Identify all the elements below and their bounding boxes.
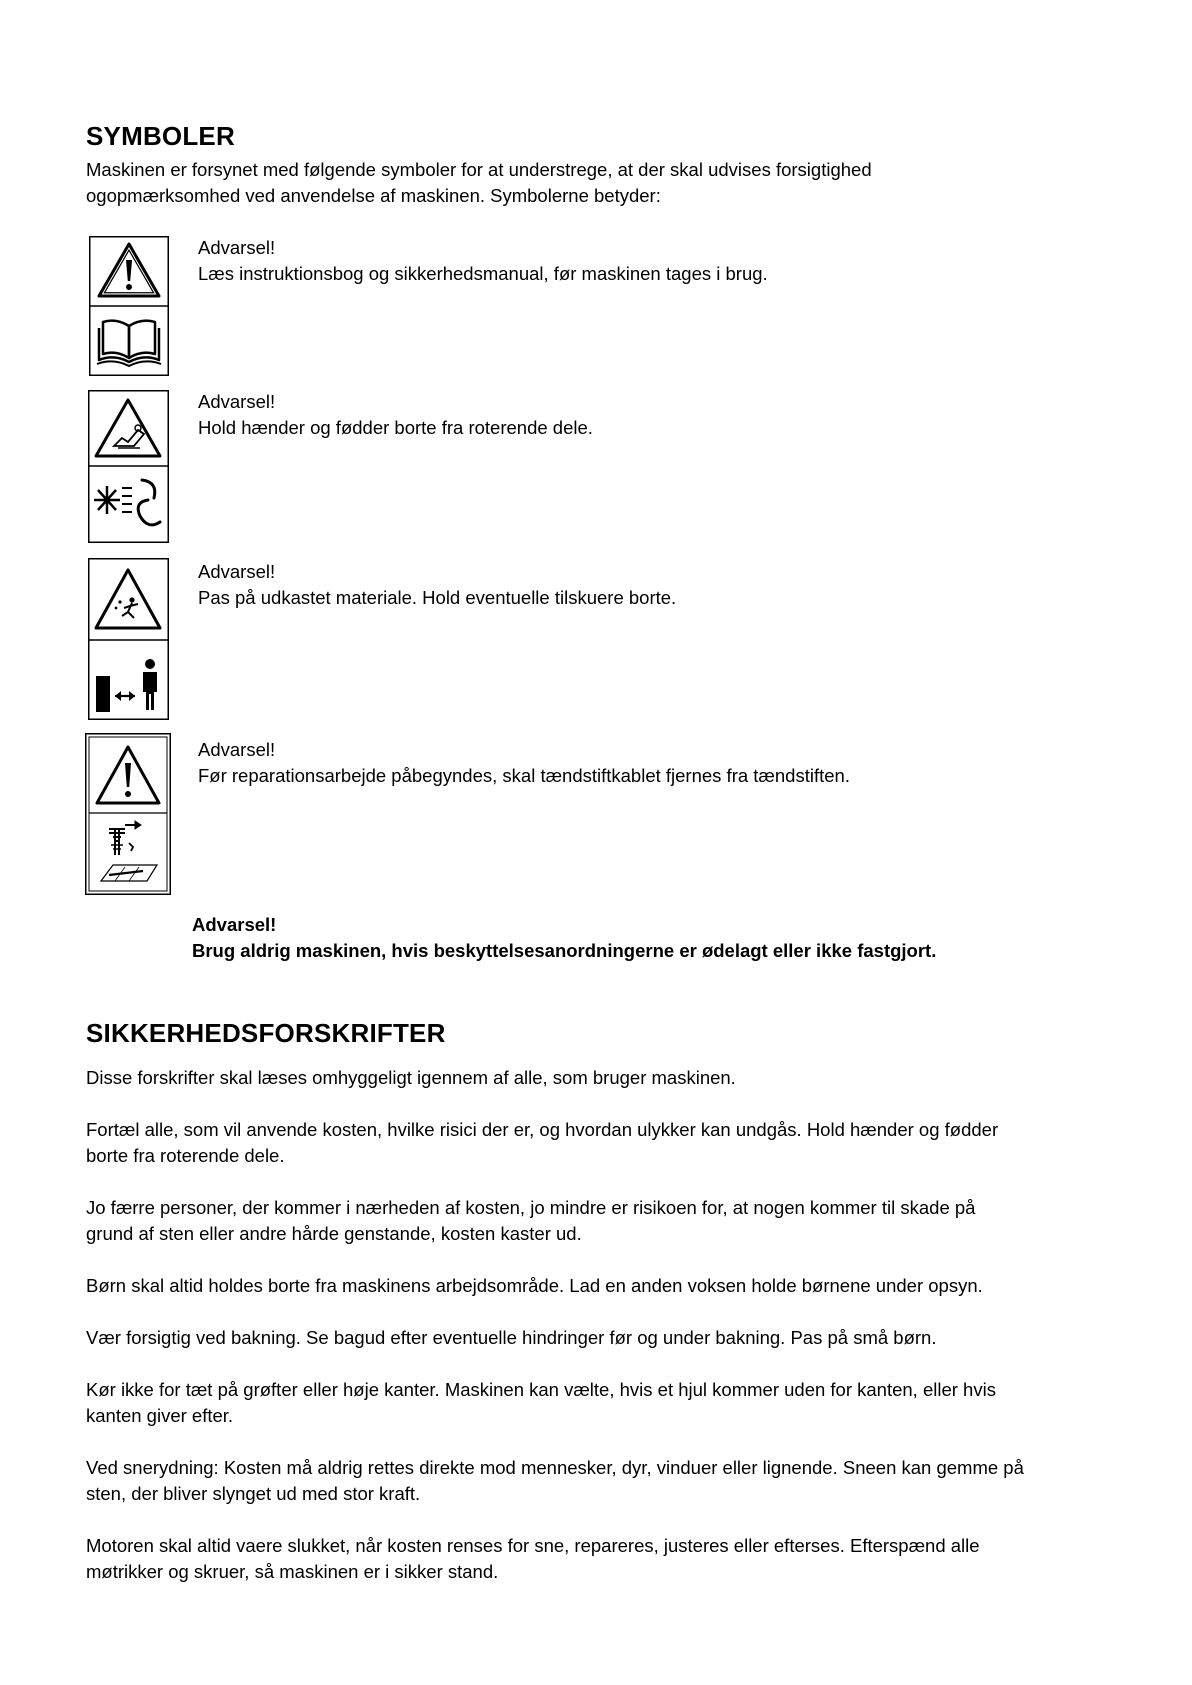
keep-distance-icon [96,659,157,712]
symbols-heading: SYMBOLER [86,121,235,151]
spark-plug-disconnect-icon [101,821,157,881]
paragraph-line: borte fra roterende dele. [86,1145,285,1166]
guard-warning [192,912,1092,964]
symbol-1-icon-panel [89,236,169,376]
safety-paragraph-5 [86,1325,1116,1351]
symbol-4-description: Før reparationsarbejde påbegyndes, skal tændstiftkablet fjernes fra tændstiften. [198,765,850,786]
symbol-4-title: Advarsel! [198,739,276,760]
paragraph-line: møtrikker og skruer, så maskinen er i sikker stand. [86,1561,499,1582]
paragraph-line: grund af sten eller andre hårde genstande, kosten kaster ud. [86,1223,582,1244]
thrown-objects-warning-icon [96,570,160,628]
paragraph-line: Vær forsigtig ved bakning. Se bagud efter eventuelle hindringer før og under bakning. Pas på små børn. [86,1327,937,1348]
paragraph-line: Kør ikke for tæt på grøfter eller høje kanter. Maskinen kan vælte, hvis et hjul kommer uden for kanten, eller hvis [86,1379,996,1400]
symbol-3-icon-panel [88,558,169,720]
paragraph-line: Fortæl alle, som vil anvende kosten, hvilke risici der er, og hvordan ulykker kan undgås. Hold hænder og fødder [86,1119,999,1140]
warning-triangle-icon [97,747,159,803]
manual-book-icon [97,321,161,366]
symbol-3-text [198,559,1098,611]
symbol-1-description: Læs instruktionsbog og sikkerhedsmanual, før maskinen tages i brug. [198,263,768,284]
symbol-2-description: Hold hænder og fødder borte fra roterende dele. [198,417,593,438]
warning-triangle-icon [99,244,159,296]
symbol-1-text [198,235,1098,287]
symbol-3-description: Pas på udkastet materiale. Hold eventuelle tilskuere borte. [198,587,677,608]
symbols-intro [86,157,1116,209]
symbol-2-title: Advarsel! [198,391,276,412]
symbol-4-text [198,737,1098,789]
guard-warning-title: Advarsel! [192,914,277,935]
safety-heading: SIKKERHEDSFORSKRIFTER [86,1018,446,1048]
symbol-2-icon-panel [88,390,169,543]
paragraph-line: Disse forskrifter skal læses omhyggeligt igennem af alle, som bruger maskinen. [86,1067,736,1088]
paragraph-line: Ved snerydning: Kosten må aldrig rettes direkte mod mennesker, dyr, vinduer eller lignende. Sneen kan gemme på [86,1457,1024,1478]
paragraph-line: Jo færre personer, der kommer i nærheden af kosten, jo mindre er risikoen for, at nogen kommer til skade på [86,1197,976,1218]
safety-paragraph-4 [86,1273,1116,1299]
symbol-3-title: Advarsel! [198,561,276,582]
paragraph-line: kanten giver efter. [86,1405,234,1426]
guard-warning-text: Brug aldrig maskinen, hvis beskyttelsesanordningerne er ødelagt eller ikke fastgjort. [192,940,937,961]
symbols-intro-line-2: ogopmærksomhed ved anvendelse af maskinen. Symbolerne betyder: [86,185,661,206]
paragraph-line: Motoren skal altid vaere slukket, når kosten renses for sne, repareres, justeres eller efterses. Efterspænd alle [86,1535,980,1556]
safety-paragraph-3 [86,1195,1116,1247]
safety-paragraph-7 [86,1455,1116,1507]
safety-paragraph-8 [86,1533,1116,1585]
paragraph-line: sten, der bliver slynget ud med stor kraft. [86,1483,421,1504]
safety-paragraph-2 [86,1117,1116,1169]
rotating-parts-warning-icon [96,400,160,456]
rotating-brush-icon [94,480,160,525]
symbols-intro-line-1: Maskinen er forsynet med følgende symboler for at understrege, at der skal udvises forsigtighed [86,159,872,180]
symbol-2-text [198,389,1098,441]
paragraph-line: Børn skal altid holdes borte fra maskinens arbejdsområde. Lad en anden voksen holde børnene under opsyn. [86,1275,983,1296]
safety-paragraph-1 [86,1065,1116,1091]
safety-paragraph-6 [86,1377,1116,1429]
symbol-4-icon-panel [85,733,171,895]
symbol-1-title: Advarsel! [198,237,276,258]
